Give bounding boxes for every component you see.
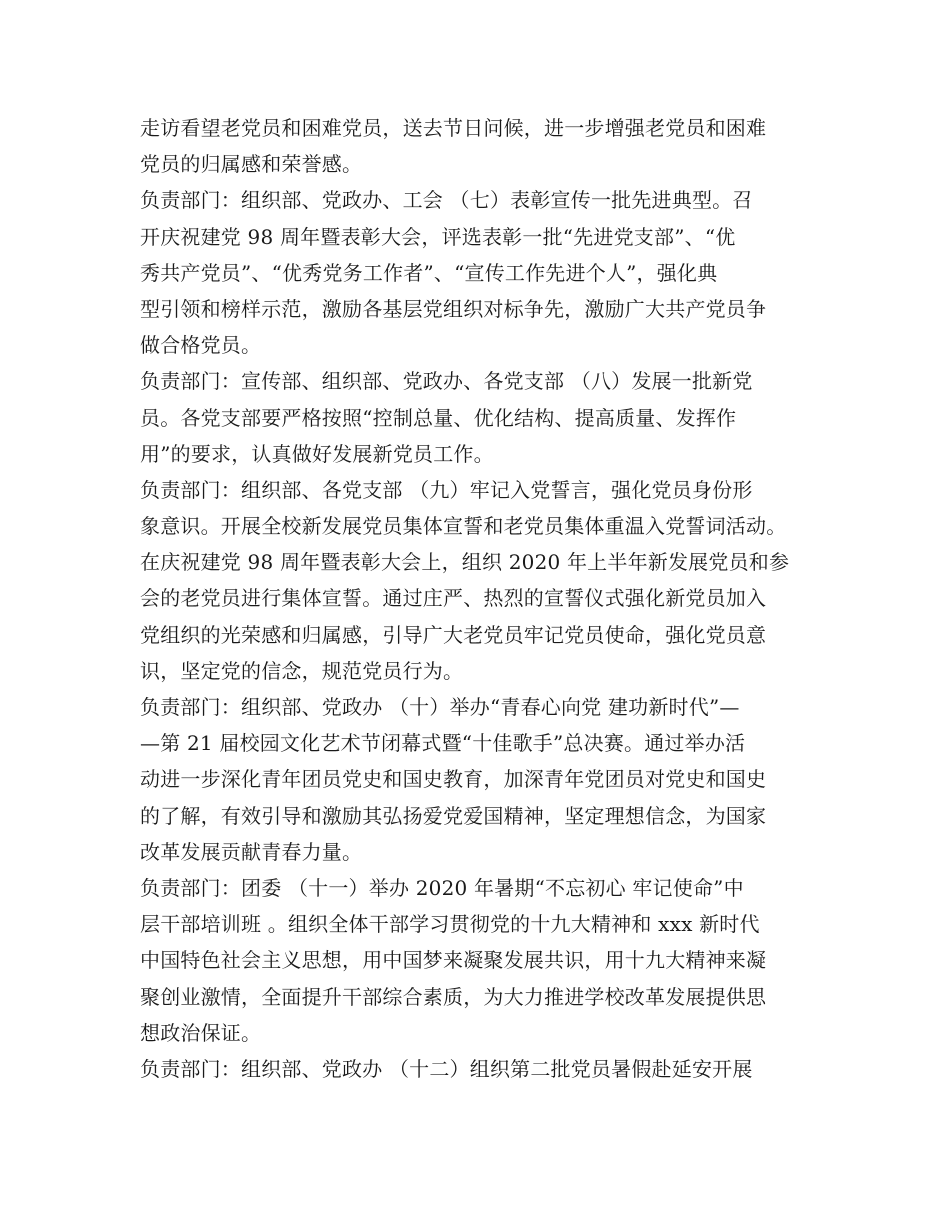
text-line: 做合格党员。 bbox=[140, 333, 262, 358]
text-line: 员。各党支部要严格按照“控制总量、优化结构、提高质量、发挥作 bbox=[140, 405, 737, 430]
text-line: 象意识。开展全校新发展党员集体宣誓和老党员集体重温入党誓词活动。 bbox=[140, 514, 787, 539]
text-line: 负责部门：组织部、党政办、工会 （七）表彰宣传一批先进典型。召 bbox=[140, 188, 753, 213]
text-line: —第 21 届校园文化艺术节闭幕式暨“十佳歌手”总决赛。通过举办活 bbox=[140, 731, 746, 756]
text-line: 负责部门：宣传部、组织部、党政办、各党支部 （八）发展一批新党 bbox=[140, 369, 753, 394]
text-line: 型引领和榜样示范，激励各基层党组织对标争先，激励广大共产党员争 bbox=[140, 296, 767, 321]
document-body bbox=[140, 110, 820, 1087]
text-line: 在庆祝建党 98 周年暨表彰大会上，组织 2020 年上半年新发展党员和参 bbox=[140, 550, 790, 575]
text-line: 会的老党员进行集体宣誓。通过庄严、热烈的宣誓仪式强化新党员加入 bbox=[140, 586, 767, 611]
text-line: 想政治保证。 bbox=[140, 1020, 262, 1045]
text-line: 的了解，有效引导和激励其弘扬爱党爱国精神，坚定理想信念，为国家 bbox=[140, 803, 767, 828]
text-line: 党员的归属感和荣誉感。 bbox=[140, 152, 363, 177]
text-line: 聚创业激情，全面提升干部综合素质，为大力推进学校改革发展提供思 bbox=[140, 984, 767, 1009]
text-line: 负责部门：组织部、党政办 （十二）组织第二批党员暑假赴延安开展 bbox=[140, 1056, 753, 1081]
text-line: 开庆祝建党 98 周年暨表彰大会，评选表彰一批“先进党支部”、“优 bbox=[140, 224, 736, 249]
text-line: 党组织的光荣感和归属感，引导广大老党员牢记党员使命，强化党员意 bbox=[140, 622, 767, 647]
text-line: 走访看望老党员和困难党员，送去节日问候，进一步增强老党员和困难 bbox=[140, 116, 767, 140]
text-line: 负责部门：组织部、党政办 （十）举办“青春心向党 建功新时代”— bbox=[140, 695, 740, 719]
text-line: 识，坚定党的信念，规范党员行为。 bbox=[140, 658, 464, 683]
text-line: 秀共产党员”、“优秀党务工作者”、“宣传工作先进个人”，强化典 bbox=[140, 260, 718, 285]
text-line: 中国特色社会主义思想，用中国梦来凝聚发展共识，用十九大精神来凝 bbox=[140, 948, 767, 973]
text-line: 层干部培训班 。组织全体干部学习贯彻党的十九大精神和 xxx 新时代 bbox=[140, 912, 760, 937]
text-line: 改革发展贡献青春力量。 bbox=[140, 839, 363, 864]
text-line: 动进一步深化青年团员党史和国史教育，加深青年党团员对党史和国史 bbox=[140, 767, 767, 792]
text-line: 负责部门：团委 （十一）举办 2020 年暑期“不忘初心 牢记使命”中 bbox=[140, 875, 744, 900]
text-line: 用”的要求，认真做好发展新党员工作。 bbox=[140, 441, 494, 466]
text-line: 负责部门：组织部、各党支部 （九）牢记入党誓言，强化党员身份形 bbox=[140, 477, 753, 502]
